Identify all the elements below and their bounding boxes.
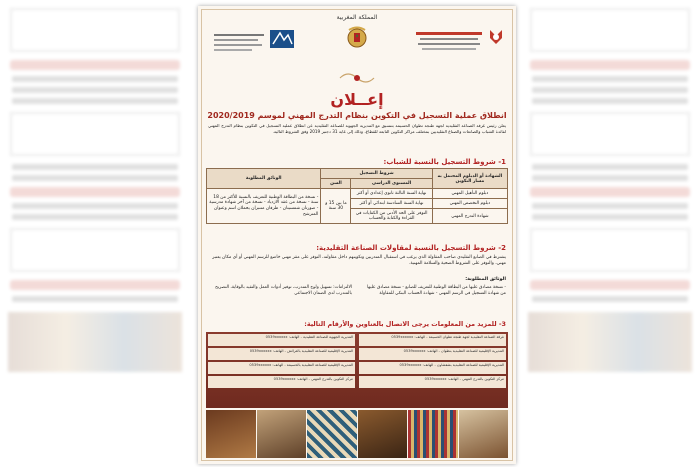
announcement-poster	[198, 6, 516, 464]
table-row	[207, 189, 508, 199]
contact-item: مركز التكوين بالتدرج المهني - الهاتف: 0539xxxxxx	[208, 376, 355, 388]
header-diploma: الشهادة أو الدبلوم المحتمل به مسار التكوين	[432, 169, 507, 189]
cell-level: نهاية السنة الثالثة ثانوي إعدادي أو أكثر	[351, 189, 432, 199]
blurred-neighbor-left	[0, 0, 190, 467]
contact-item: المديرية الإقليمية للصناعة التقليدية بالعرائش - الهاتف: 0539xxxxxx	[208, 348, 355, 360]
section-1-title: 1- شروط التسجيل بالنسبة للشباب:	[383, 158, 506, 166]
conditions-table	[206, 168, 508, 224]
header-level: المستوى الدراسي	[351, 179, 432, 189]
craft-photo	[257, 410, 307, 458]
commitments-list: الالتزامات: تسهيل ولوج المتدرب، توفير أدوات العمل والتقيد بالوقاية، التصريح بالمتدرب لدى الضمان الاجتماعي	[215, 285, 352, 296]
contact-item: المديرية الإقليمية للصناعة التقليدية بتطوان - الهاتف: 0539xxxxxx	[359, 348, 506, 360]
craft-photo	[408, 410, 458, 458]
coat-of-arms-icon	[344, 24, 370, 50]
contact-item: المديرية الإقليمية للصناعة التقليدية بالحسيمة - الهاتف: 0539xxxxxx	[208, 362, 355, 374]
contact-item: المديرية الإقليمية للصناعة التقليدية بشفشاون - الهاتف: 0539xxxxxx	[359, 362, 506, 374]
cell-level: التوفر على الحد الأدنى من الكفايات في القراءة والكتابة والحساب	[351, 209, 432, 224]
crafts-photo-strip	[206, 410, 508, 458]
craft-photo	[307, 410, 357, 458]
craft-photo	[459, 410, 509, 458]
cell-age: ما بين 15 و 30 سنة	[321, 189, 351, 224]
kingdom-title: المملكة المغربية	[336, 14, 378, 21]
contact-item: غرفة الصناعة التقليدية لجهة طنجة تطوان الحسيمة - الهاتف: 0539xxxxxx	[359, 334, 506, 346]
required-docs-title: الوثائق المطلوبة:	[465, 277, 506, 282]
poster-header	[198, 6, 516, 64]
intro-paragraph: يعلن رئيس غرفة الصناعة التقليدية لجهة طنجة تطوان الحسيمة بتنسيق مع المديرية الجهوية للصناعة التقليدية عن انطلاق عملية التسجيل في التكوين بنظام التدرج المهني لفائدة الشباب والصانعات والصناع التقليديين بمختلف مراكز التكوين التابعة للقطاع، وذلك إلى غاية 31 دجنبر 2019 وفق الشروط التالية.	[208, 123, 506, 134]
blurred-neighbor-right	[520, 0, 700, 467]
announcement-title: إعــلان	[330, 90, 384, 109]
cell-diploma: شهادة التدرج المهني	[432, 209, 507, 224]
section-2-text: يشترط في الصانع التقليدي صاحب المقاولة الذي يرغب في استقبال المتدربين وتكوينهم داخل مقاولته، التوفر على مقر مهني خاضع للرسم المهني أو أي مكان يعتبر مهني، والتوفر على الشروط الصحية والسلامة المهنية.	[212, 255, 506, 267]
cell-docs: - نسخة من البطاقة الوطنية للتعريف بالنسبة للأكثر من 18 سنة - نسخة من عقد الازدياد - نسخة من آخر شهادة مدرسية - صورتان شمسيتان - ظرفان متنبران يحملان اسم وعنوان المترشح	[207, 189, 321, 224]
chamber-logo-icon	[410, 26, 506, 58]
section-2-title: 2- شروط التسجيل بالنسبة لمقاولات الصناعة التقليدية:	[316, 244, 506, 252]
header-conditions: شروط التسجيل	[321, 169, 432, 179]
ministry-logo-icon	[210, 28, 300, 58]
contact-item: مركز التكوين بالتدرج المهني - الهاتف: 0539xxxxxx	[359, 376, 506, 388]
decorative-ornament-icon	[338, 70, 376, 86]
craft-photo	[358, 410, 408, 458]
header-age: السن	[321, 179, 351, 189]
headline: انطلاق عملية التسجيل في التكوين بنظام التدرج المهني لموسم 2020/2019	[207, 111, 507, 120]
contact-item: المديرية الجهوية للصناعة التقليدية - الهاتف: 0539xxxxxx	[208, 334, 355, 346]
cell-diploma: دبلوم التخصص المهني	[432, 199, 507, 209]
craft-photo	[206, 410, 256, 458]
header-docs: الوثائق المطلوبة	[207, 169, 321, 189]
cell-diploma: دبلوم التأهيل المهني	[432, 189, 507, 199]
required-docs-list: - نسخة مصادق عليها من البطاقة الوطنية للتعريف للصانع - نسخة مصادق عليها من شهادة التسجيل في الرسم المهني - شهادة الحساب البنكي للمقاولة	[367, 285, 506, 296]
contacts-grid	[208, 334, 506, 388]
cell-level: نهاية السنة السادسة ابتدائي أو أكثر	[351, 199, 432, 209]
section-3-title: 3- للمزيد من المعلومات يرجى الاتصال بالعناوين والأرقام التالية:	[304, 320, 506, 328]
